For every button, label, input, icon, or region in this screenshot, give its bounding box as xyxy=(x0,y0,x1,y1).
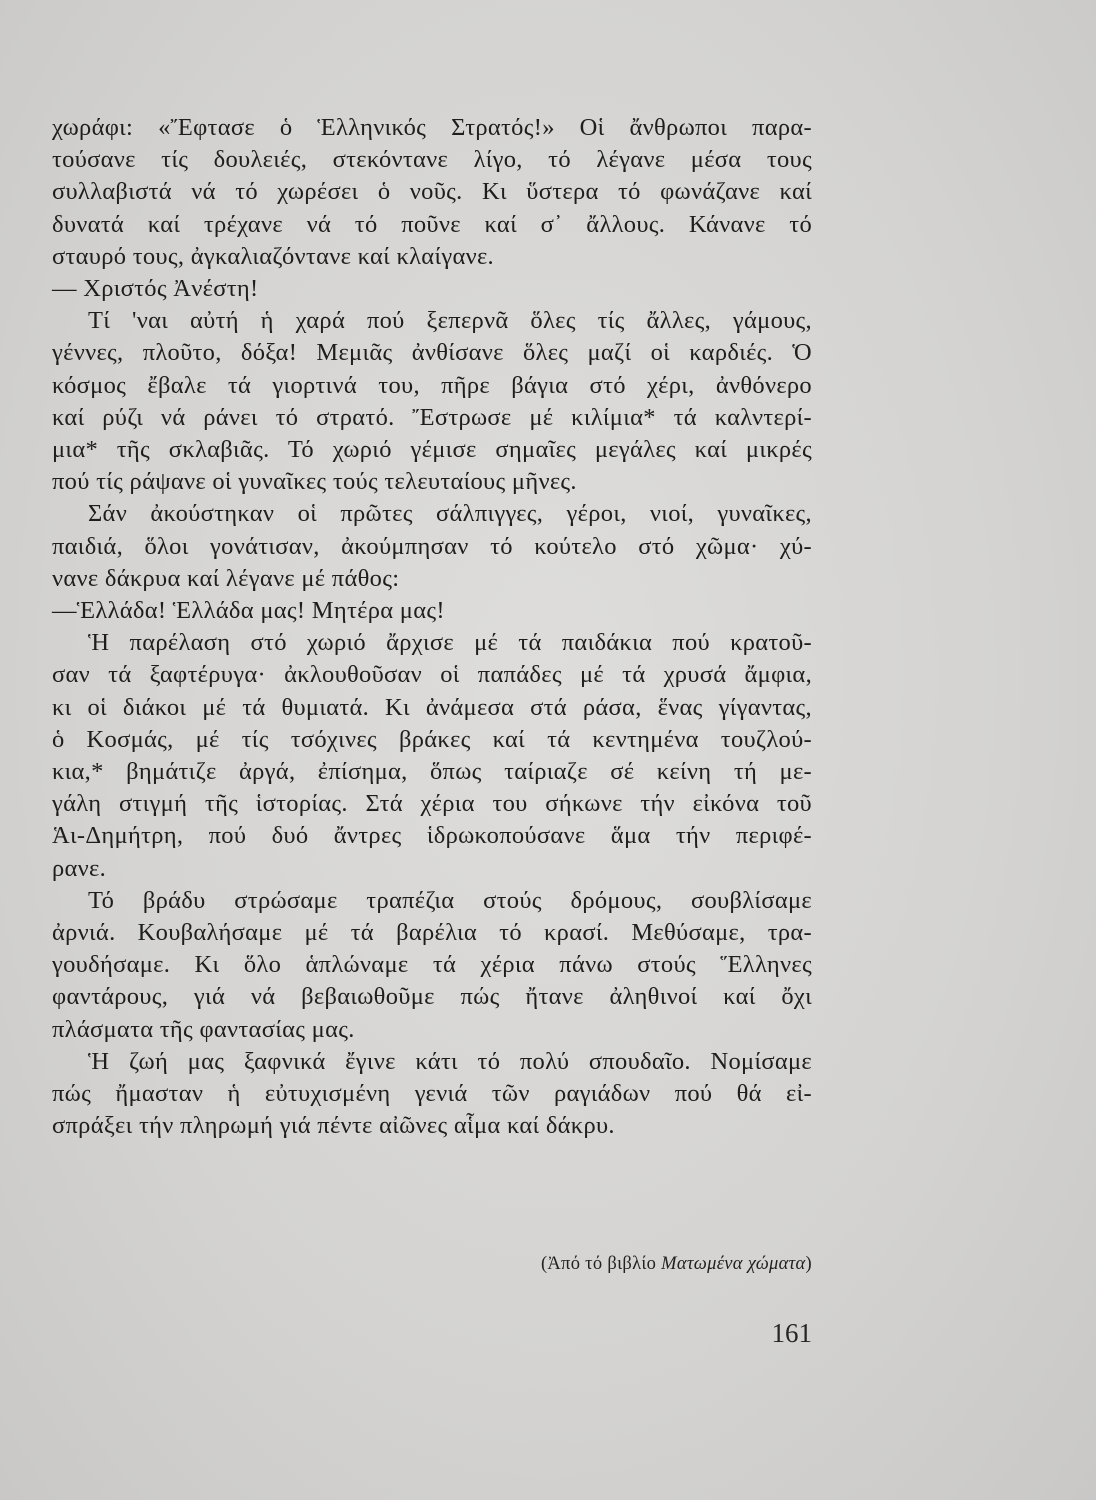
text-line: Σάν ἀκούστηκαν οἱ πρῶτες σάλπιγγες, γέροι, νιοί, γυναῖκες, xyxy=(88,500,812,528)
paragraph xyxy=(52,885,812,1046)
paragraph xyxy=(52,305,812,498)
text-line: χωράφι: «Ἔφτασε ὁ Ἑλληνικός Στρατός!» Οἱ ἄνθρωποι παρα- xyxy=(52,114,812,141)
text-line: ρανε. xyxy=(52,854,107,882)
text-line: σπράξει τήν πληρωμή γιά πέντε αἰῶνες αἷμα καί δάκρυ. xyxy=(52,1112,615,1140)
page-number: 161 xyxy=(771,1318,812,1348)
body-text xyxy=(52,112,812,1143)
text-line: πλάσματα τῆς φαντασίας μας. xyxy=(52,1015,355,1043)
text-line: Τό βράδυ στρώσαμε τραπέζια στούς δρόμους, σουβλίσαμε xyxy=(88,886,812,914)
text-line: γουδήσαμε. Κι ὅλο ἁπλώναμε τά χέρια πάνω στούς Ἕλληνες xyxy=(52,951,812,979)
text-line: σαν τά ξαφτέρυγα· ἀκλουθοῦσαν οἱ παπάδες μέ τά χρυσά ἄμφια, xyxy=(52,661,812,689)
source-book-title: Ματωμένα χώματα xyxy=(661,1254,806,1274)
text-line: παιδιά, ὅλοι γονάτισαν, ἀκούμπησαν τό κούτελο στό χῶμα· χύ- xyxy=(52,532,812,560)
text-line: ἀρνιά. Κουβαλήσαμε μέ τά βαρέλια τό κρασί. Μεθύσαμε, τρα- xyxy=(52,919,812,947)
text-line: Τί 'ναι αὐτή ἡ χαρά πού ξεπερνᾶ ὅλες τίς ἄλλες, γάμους, xyxy=(88,307,812,335)
text-line: ὁ Κοσμάς, μέ τίς τσόχινες βράκες καί τά κεντημένα τουζλού- xyxy=(52,725,812,753)
text-line: —Ἑλλάδα! Ἑλλάδα μας! Μητέρα μας! xyxy=(52,597,445,625)
paragraph xyxy=(52,627,812,885)
text-line: κι οἱ διάκοι μέ τά θυμιατά. Κι ἀνάμεσα στά ράσα, ἕνας γίγαντας, xyxy=(52,693,812,721)
text-line: φαντάρους, γιά νά βεβαιωθοῦμε πώς ἤτανε ἀληθινοί καί ὄχι xyxy=(52,983,812,1011)
text-line: Ἡ παρέλαση στό χωριό ἄρχισε μέ τά παιδάκια πού κρατοῦ- xyxy=(88,629,812,657)
text-line: πού τίς ράψανε οἱ γυναῖκες τούς τελευταίους μῆνες. xyxy=(52,468,577,496)
dialog-line xyxy=(52,273,812,305)
text-line: γέννες, πλοῦτο, δόξα! Μεμιᾶς ἀνθίσανε ὅλες μαζί οἱ καρδιές. Ὁ xyxy=(52,339,812,367)
source-prefix: (Ἀπό τό βιβλίο xyxy=(540,1254,662,1274)
paragraph xyxy=(52,498,812,595)
text-line: μια* τῆς σκλαβιᾶς. Τό χωριό γέμισε σημαῖες μεγάλες καί μικρές xyxy=(52,436,812,464)
text-line: δυνατά καί τρέχανε νά τό ποῦνε καί σ᾽ ἄλλους. Κάνανε τό xyxy=(52,210,812,238)
text-line: — Χριστός Ἀνέστη! xyxy=(52,275,259,303)
text-line: Ἡ ζωή μας ξαφνικά ἔγινε κάτι τό πολύ σπουδαῖο. Νομίσαμε xyxy=(88,1047,812,1075)
source-suffix: ) xyxy=(805,1254,812,1274)
source-citation xyxy=(470,1254,812,1275)
text-line: συλλαβιστά νά τό χωρέσει ὁ νοῦς. Κι ὕστερα τό φωνάζανε καί xyxy=(52,178,812,206)
text-line: κια,* βημάτιζε ἀργά, ἐπίσημα, ὅπως ταίριαζε σέ κείνη τή με- xyxy=(52,758,812,786)
text-line: Ἁι-Δημήτρη, πού δυό ἄντρες ἱδρωκοπούσανε ἅμα τήν περιφέ- xyxy=(52,822,812,850)
text-line: νανε δάκρυα καί λέγανε μέ πάθος: xyxy=(52,564,400,592)
text-line: σταυρό τους, ἀγκαλιαζόντανε καί κλαίγανε. xyxy=(52,242,494,270)
text-line: τούσανε τίς δουλειές, στεκόντανε λίγο, τό λέγανε μέσα τους xyxy=(52,146,812,174)
text-line: πώς ἤμασταν ἡ εὐτυχισμένη γενιά τῶν ραγιάδων πού θά εἰ- xyxy=(52,1080,812,1108)
dialog-line xyxy=(52,595,812,627)
text-line: γάλη στιγμή τῆς ἱστορίας. Στά χέρια του σήκωνε τήν εἰκόνα τοῦ xyxy=(52,790,812,818)
text-line: καί ρύζι νά ράνει τό στρατό. Ἔστρωσε μέ κιλίμια* τά καλντερί- xyxy=(52,403,812,431)
paragraph xyxy=(52,1046,812,1143)
paragraph xyxy=(52,112,812,273)
text-line: κόσμος ἔβαλε τά γιορτινά του, πῆρε βάγια στό χέρι, ἀνθόνερο xyxy=(52,371,812,399)
